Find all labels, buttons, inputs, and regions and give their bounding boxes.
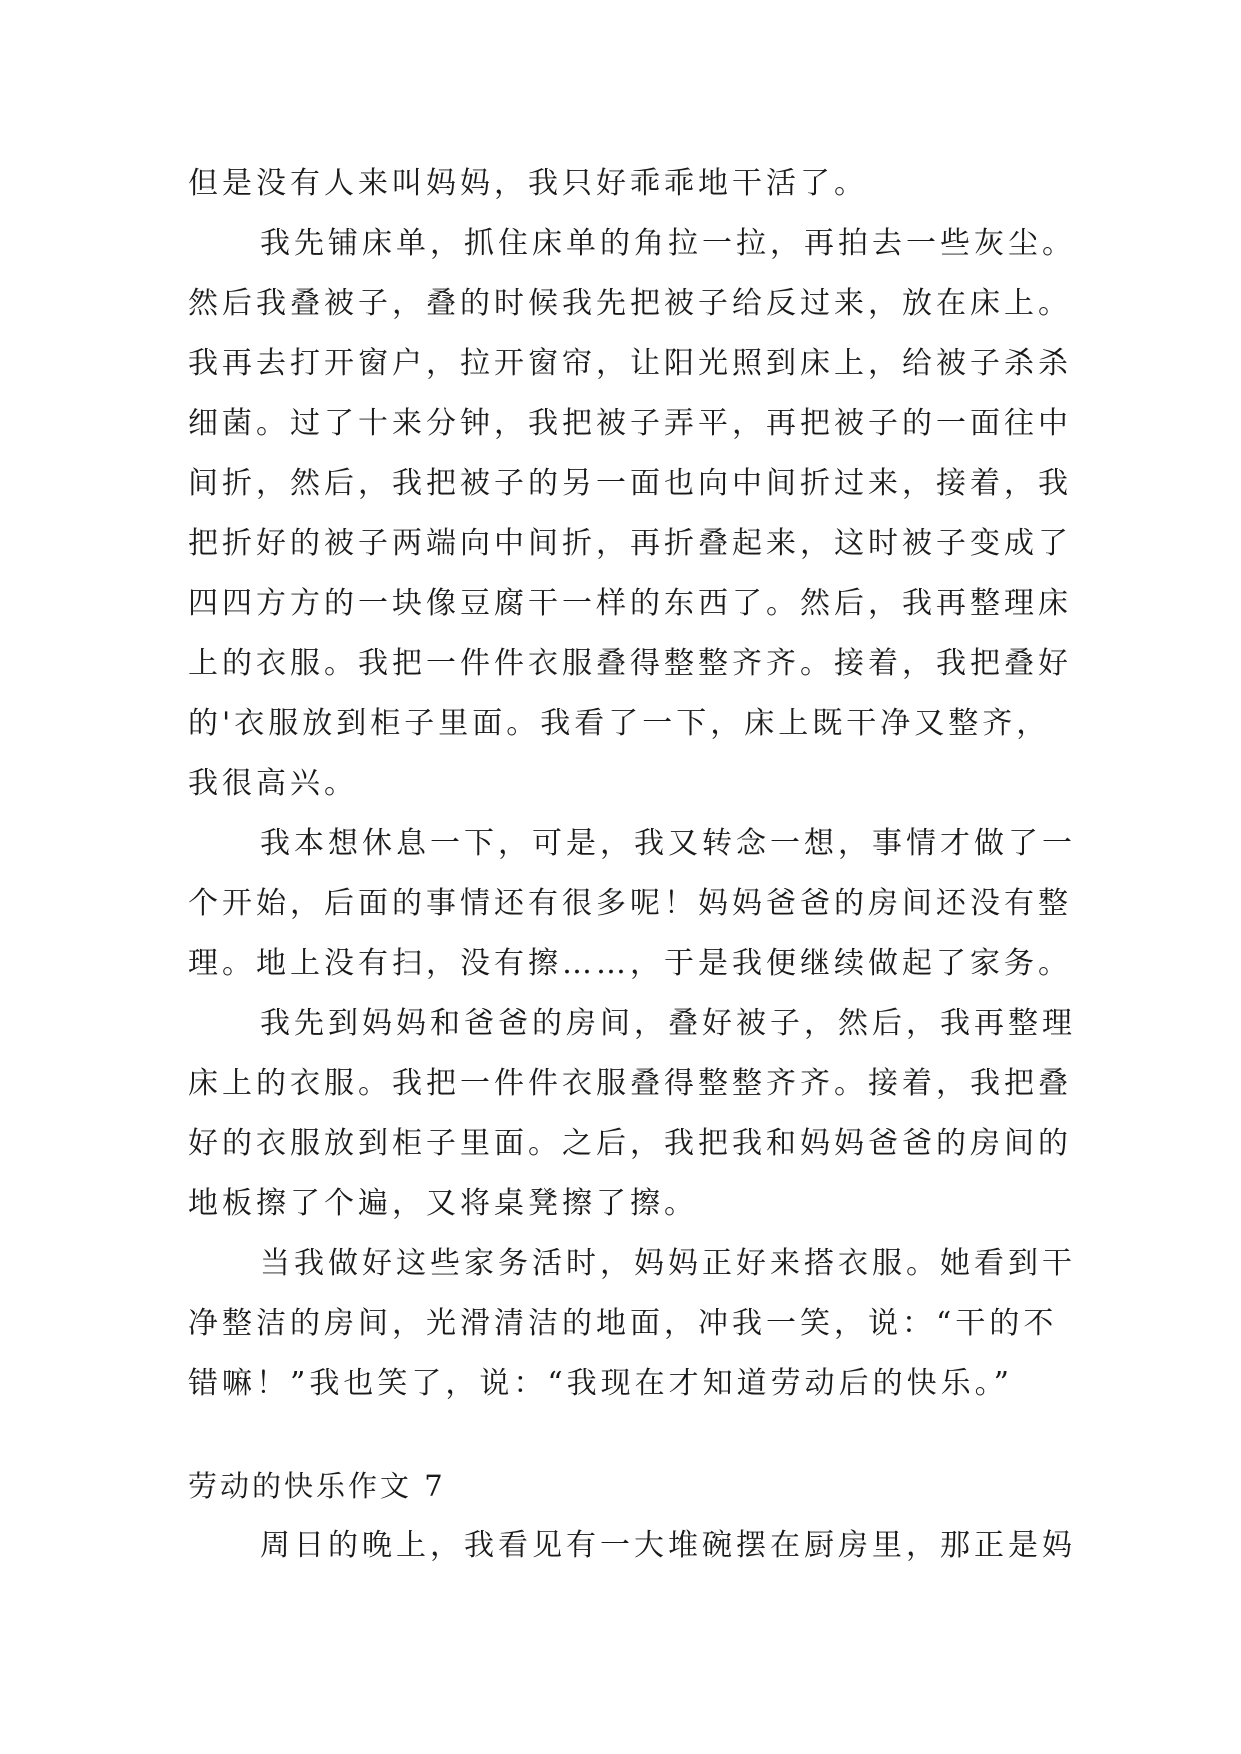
section-heading: 劳动的快乐作文 7 [188,1469,446,1503]
paragraph-2-line-4: 细菌。过了十来分钟，我把被子弄平，再把被子的一面往中 [188,406,1072,441]
paragraph-2-line-10: 我很高兴。 [188,766,358,801]
paragraph-3-line-3: 理。地上没有扫，没有擦……，于是我便继续做起了家务。 [188,946,1072,981]
essay-body [188,154,1076,1576]
paragraph-3-line-1: 我本想休息一下，可是，我又转念一想，事情才做了一 [260,826,1076,861]
section-spacer [188,1414,1064,1456]
paragraph-2-line-8: 上的衣服。我把一件件衣服叠得整整齐齐。接着，我把叠好 [188,646,1072,681]
paragraph-2-line-6: 把折好的被子两端向中间折，再折叠起来，这时被子变成了 [188,526,1072,561]
paragraph-4-line-2: 床上的衣服。我把一件件衣服叠得整整齐齐。接着，我把叠 [188,1066,1072,1101]
paragraph-2-line-9: 的'衣服放到柜子里面。我看了一下，床上既干净又整齐， [188,706,1051,741]
paragraph-2-line-1: 我先铺床单，抓住床单的角拉一拉，再拍去一些灰尘。 [260,226,1076,261]
paragraph-5-line-1: 当我做好这些家务活时，妈妈正好来搭衣服。她看到干 [260,1246,1076,1281]
paragraph-4-line-3: 好的衣服放到柜子里面。之后，我把我和妈妈爸爸的房间的 [188,1126,1072,1161]
paragraph-2-line-7: 四四方方的一块像豆腐干一样的东西了。然后，我再整理床 [188,586,1072,621]
paragraph-4-line-1: 我先到妈妈和爸爸的房间，叠好被子，然后，我再整理 [260,1006,1076,1041]
paragraph-2-line-5: 间折，然后，我把被子的另一面也向中间折过来，接着，我 [188,466,1072,501]
paragraph-4-line-4: 地板擦了个遍，又将桌凳擦了擦。 [188,1186,698,1221]
paragraph-6-line-1: 周日的晚上，我看见有一大堆碗摆在厨房里，那正是妈 [260,1528,1076,1563]
paragraph-2-line-3: 我再去打开窗户，拉开窗帘，让阳光照到床上，给被子杀杀 [188,346,1072,381]
paragraph-2-line-2: 然后我叠被子，叠的时候我先把被子给反过来，放在床上。 [188,286,1072,321]
paragraph-5-line-3: 错嘛！”我也笑了，说：“我现在才知道劳动后的快乐。” [188,1366,1014,1401]
paragraph-1-line-1: 但是没有人来叫妈妈，我只好乖乖地干活了。 [188,166,868,201]
paragraph-3-line-2: 个开始，后面的事情还有很多呢！妈妈爸爸的房间还没有整 [188,886,1072,921]
paragraph-5-line-2: 净整洁的房间，光滑清洁的地面，冲我一笑，说：“干的不 [188,1306,1058,1341]
